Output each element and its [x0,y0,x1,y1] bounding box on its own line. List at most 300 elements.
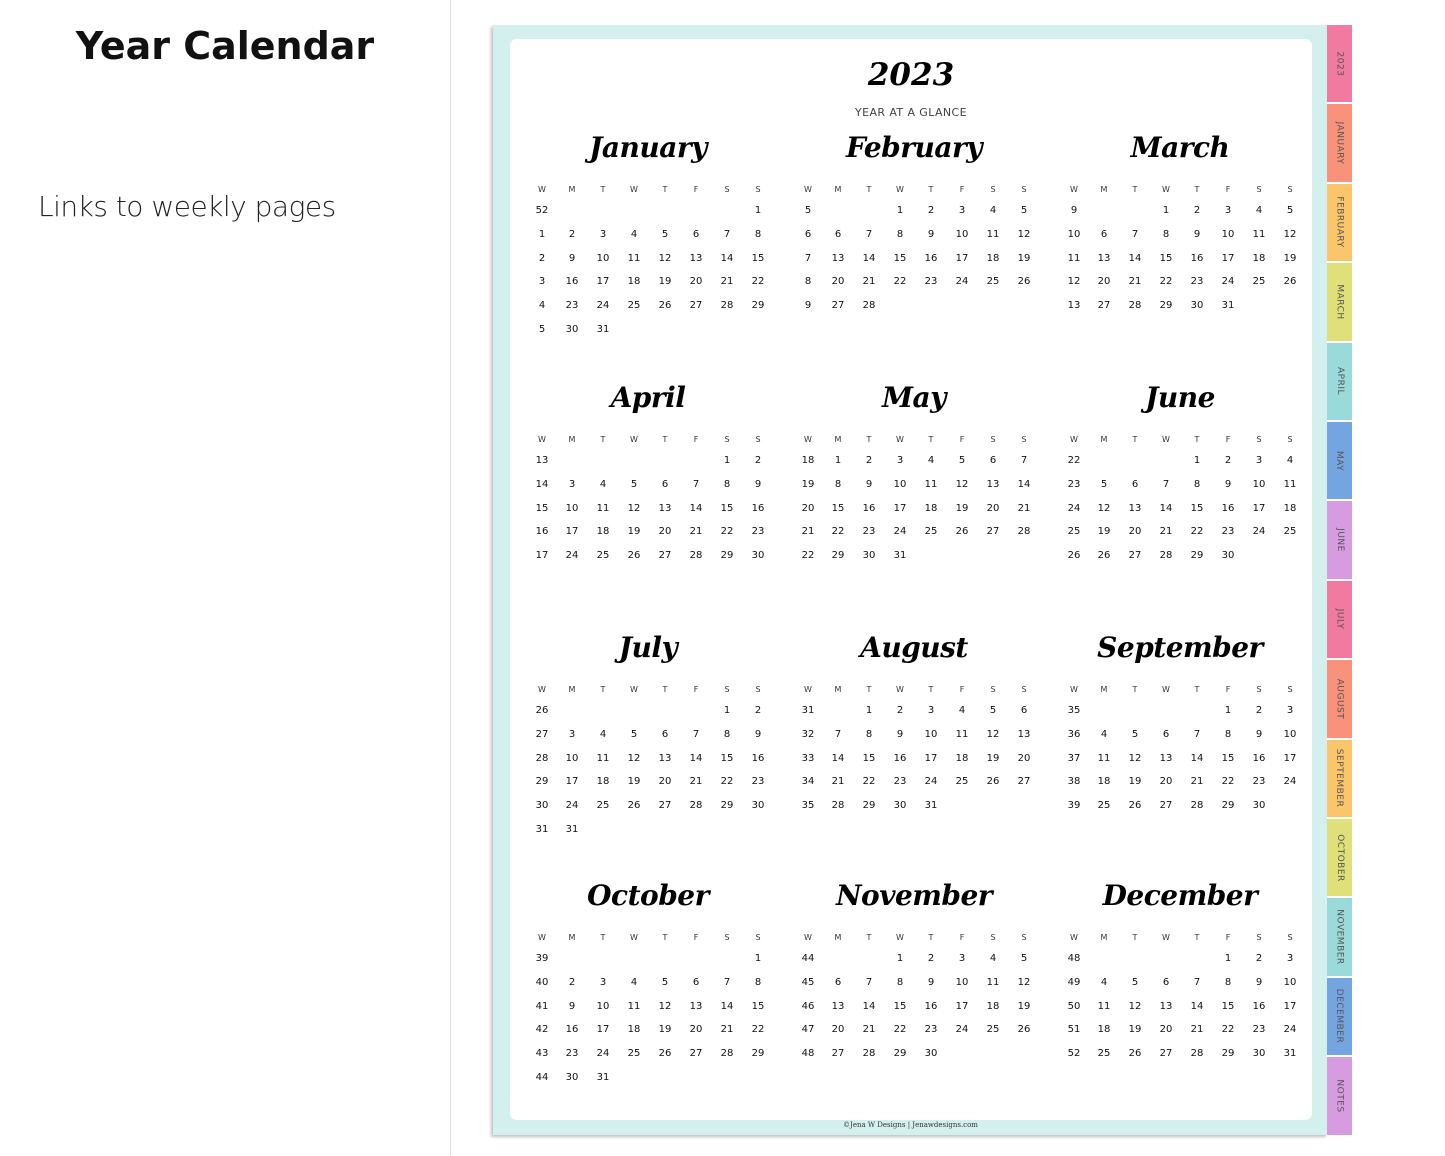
month-title[interactable]: July [618,631,678,664]
weekday-label: S [724,933,730,942]
day-number: 15 [1221,752,1235,764]
day-number: 11 [1097,752,1111,764]
week-number-link[interactable]: 2 [538,252,546,264]
week-number-link[interactable]: 37 [1067,752,1081,764]
day-number: 2 [896,705,904,716]
day-number: 26 [1017,276,1031,288]
day-number: 4 [958,705,966,716]
day-number: 21 [862,276,876,288]
week-number-link[interactable]: 6 [804,228,812,240]
day-number: 27 [658,550,672,562]
week-row [790,1001,1038,1021]
weekday-label: F [1225,185,1231,194]
day-number: 15 [751,1000,765,1012]
week-number-link[interactable]: 9 [804,300,812,312]
weekday-label: T [600,185,606,194]
week-number-link[interactable]: 27 [535,728,549,740]
day-number: 18 [627,1024,641,1036]
day-number: 25 [924,526,938,538]
day-number: 1 [1224,953,1232,964]
day-number: 26 [1283,276,1297,288]
weekday-header [1056,685,1304,705]
week-number-link[interactable]: 45 [801,976,815,988]
day-number: 19 [658,276,672,288]
day-number: 23 [924,1024,938,1036]
day-number: 8 [834,478,842,490]
divider [450,0,451,1156]
day-number: 15 [1159,252,1173,264]
day-number: 2 [754,705,762,716]
day-number: 1 [896,205,904,216]
week-number-link[interactable]: 51 [1067,1024,1081,1036]
tab-april[interactable] [1327,343,1352,422]
day-number: 6 [1162,976,1170,988]
weekday-label: T [1132,685,1138,694]
tab-november[interactable] [1327,898,1352,977]
day-number: 4 [599,728,607,740]
week-row [1056,729,1304,749]
tab-may[interactable] [1327,422,1352,501]
weekday-label: S [990,435,996,444]
week-row [524,705,772,725]
week-row [1056,205,1304,225]
day-number: 9 [927,228,935,240]
day-number: 1 [834,455,842,466]
week-row [1056,276,1304,296]
day-number: 18 [1252,252,1266,264]
week-row [524,824,772,844]
week-number-link[interactable]: 29 [535,776,549,788]
weekday-label: F [693,185,699,194]
weekday-label: S [755,933,761,942]
tab-february[interactable] [1327,184,1352,263]
weekday-label: M [1100,933,1108,942]
day-number: 3 [1286,953,1294,964]
week-number-link[interactable]: 40 [535,976,549,988]
day-number: 18 [924,502,938,514]
day-number: 7 [1131,228,1139,240]
month-title[interactable]: November [835,879,993,912]
weekday-label: W [630,933,638,942]
day-number: 29 [893,1048,907,1060]
day-number: 27 [1159,800,1173,812]
week-row [524,1048,772,1068]
week-number-link[interactable]: 43 [535,1048,549,1060]
tab-label: SEPTEMBER [1334,749,1345,808]
week-number-link[interactable]: 1 [538,228,546,240]
planner-page [493,25,1328,1135]
day-number: 8 [1162,228,1170,240]
tab-2023[interactable] [1327,25,1352,104]
day-number: 28 [689,550,703,562]
day-number: 31 [565,824,579,835]
day-number: 28 [1017,526,1031,538]
week-row [1056,1001,1304,1021]
day-number: 15 [751,252,765,264]
tab-label: MAY [1334,450,1345,471]
week-number-link[interactable]: 52 [1067,1048,1081,1060]
day-number: 9 [1255,728,1263,740]
weekday-label: M [568,933,576,942]
day-number: 27 [831,300,845,312]
tab-september[interactable] [1327,740,1352,819]
day-number: 9 [754,728,762,740]
year-title: 2023 [867,57,955,93]
day-number: 5 [661,228,669,240]
week-number-link[interactable]: 9 [1070,205,1078,216]
day-number: 4 [989,205,997,216]
week-number-link[interactable]: 18 [801,455,815,466]
day-number: 19 [955,502,969,514]
day-number: 2 [1193,205,1201,216]
week-number-link[interactable]: 26 [1067,550,1081,562]
month-title[interactable]: October [587,879,709,912]
tab-january[interactable] [1327,104,1352,183]
week-number-link[interactable]: 36 [1067,728,1081,740]
day-number: 27 [831,1048,845,1060]
month-title[interactable]: March [1130,131,1230,164]
day-number: 1 [723,705,731,716]
day-number: 25 [986,276,1000,288]
day-number: 25 [1097,1048,1111,1060]
week-number-link[interactable]: 39 [1067,800,1081,812]
day-number: 17 [1221,252,1235,264]
day-number: 16 [924,1000,938,1012]
weekday-label: S [990,933,996,942]
day-number: 21 [720,276,734,288]
week-row [1056,977,1304,997]
weekday-label: F [959,185,965,194]
week-row [524,253,772,273]
week-number-link[interactable]: 23 [1067,478,1081,490]
day-number: 5 [989,705,997,716]
day-number: 23 [565,300,579,312]
week-number-link[interactable]: 12 [1067,276,1081,288]
week-number-link[interactable]: 44 [535,1072,549,1083]
day-number: 19 [986,752,1000,764]
day-number: 12 [1283,228,1297,240]
day-number: 10 [893,478,907,490]
week-row [790,729,1038,749]
month-title[interactable]: April [610,381,686,414]
week-number-link[interactable]: 4 [538,300,546,312]
month-title[interactable]: January [589,131,707,164]
day-number: 11 [955,728,969,740]
day-number: 3 [958,205,966,216]
week-number-link[interactable]: 31 [801,705,815,716]
day-number: 16 [1252,1000,1266,1012]
day-number: 6 [692,976,700,988]
day-number: 14 [720,252,734,264]
weekday-label: T [662,933,668,942]
week-number-link[interactable]: 48 [1067,953,1081,964]
week-number-link[interactable]: 28 [535,752,549,764]
day-number: 4 [599,478,607,490]
day-number: 22 [720,526,734,538]
week-row [1056,953,1304,973]
week-number-link[interactable]: 15 [535,502,549,514]
week-number-link[interactable]: 22 [1067,455,1081,466]
day-number: 3 [599,228,607,240]
week-number-link[interactable]: 7 [804,252,812,264]
day-number: 24 [596,1048,610,1060]
weekday-label: T [662,685,668,694]
day-number: 19 [1283,252,1297,264]
day-number: 10 [596,1000,610,1012]
tab-june[interactable] [1327,501,1352,580]
day-number: 22 [1159,276,1173,288]
week-number-link[interactable]: 34 [801,776,815,788]
week-number-link[interactable]: 47 [801,1024,815,1036]
month-title[interactable]: June [1145,381,1215,414]
day-number: 31 [596,1072,610,1083]
day-number: 10 [1252,478,1266,490]
day-number: 7 [1193,728,1201,740]
week-number-link[interactable]: 13 [535,455,549,466]
month-title[interactable]: August [860,631,968,664]
day-number: 27 [1097,300,1111,312]
week-number-link[interactable]: 20 [801,502,815,514]
day-number: 20 [1159,776,1173,788]
day-number: 10 [955,228,969,240]
day-number: 29 [831,550,845,562]
day-number: 17 [955,1000,969,1012]
week-row [790,800,1038,820]
day-number: 9 [896,728,904,740]
day-number: 11 [924,478,938,490]
week-number-link[interactable]: 35 [801,800,815,812]
week-column-label: W [538,435,546,444]
day-number: 26 [1128,800,1142,812]
weekday-label: M [1100,435,1108,444]
day-number: 11 [1283,478,1297,490]
day-number: 23 [1221,526,1235,538]
weekday-label: W [896,185,904,194]
day-number: 23 [862,526,876,538]
day-number: 17 [565,526,579,538]
day-number: 18 [596,526,610,538]
week-number-link[interactable]: 46 [801,1000,815,1012]
day-number: 23 [565,1048,579,1060]
week-number-link[interactable]: 35 [1067,705,1081,716]
day-number: 13 [986,478,1000,490]
day-number: 27 [689,1048,703,1060]
tab-notes[interactable] [1327,1057,1352,1136]
week-number-link[interactable]: 41 [535,1000,549,1012]
day-number: 16 [751,752,765,764]
weekday-label: M [834,185,842,194]
week-row [1056,800,1304,820]
week-row [524,205,772,225]
day-number: 19 [627,526,641,538]
day-number: 17 [596,1024,610,1036]
day-number: 27 [1128,550,1142,562]
week-number-link[interactable]: 49 [1067,976,1081,988]
week-number-link[interactable]: 10 [1067,228,1081,240]
day-number: 30 [924,1048,938,1060]
week-number-link[interactable]: 21 [801,526,815,538]
week-number-link[interactable]: 16 [535,526,549,538]
day-number: 10 [565,752,579,764]
day-number: 26 [1128,1048,1142,1060]
day-number: 16 [893,752,907,764]
day-number: 18 [627,276,641,288]
week-row [524,1024,772,1044]
tab-label: NOVEMBER [1334,909,1345,965]
week-number-link[interactable]: 5 [538,324,546,335]
day-number: 7 [865,976,873,988]
day-number: 31 [596,324,610,335]
day-number: 4 [630,228,638,240]
feature-note: Links to weekly pages [38,190,336,223]
day-number: 21 [1190,1024,1204,1036]
week-number-link[interactable]: 19 [801,478,815,490]
weekday-label: W [1162,185,1170,194]
week-number-link[interactable]: 24 [1067,502,1081,514]
weekday-label: F [1225,685,1231,694]
weekday-label: F [693,933,699,942]
weekday-label: T [928,933,934,942]
month-title[interactable]: December [1102,879,1258,912]
week-row [790,276,1038,296]
week-number-link[interactable]: 32 [801,728,815,740]
day-number: 28 [862,1048,876,1060]
day-number: 8 [896,228,904,240]
week-number-link[interactable]: 17 [535,550,549,562]
week-number-link[interactable]: 33 [801,752,815,764]
day-number: 20 [831,276,845,288]
day-number: 17 [924,752,938,764]
week-row [790,1048,1038,1068]
day-number: 12 [1097,502,1111,514]
day-number: 13 [1159,752,1173,764]
week-row [790,1024,1038,1044]
week-number-link[interactable]: 25 [1067,526,1081,538]
day-number: 14 [1190,752,1204,764]
weekday-label: T [866,933,872,942]
month-title[interactable]: September [1097,631,1263,664]
week-number-link[interactable]: 48 [801,1048,815,1060]
day-number: 25 [596,800,610,812]
day-number: 19 [1017,252,1031,264]
day-number: 29 [720,550,734,562]
day-number: 1 [1162,205,1170,216]
tab-december[interactable] [1327,978,1352,1057]
weekday-label: T [1132,435,1138,444]
weekday-label: S [1021,185,1027,194]
day-number: 29 [751,1048,765,1060]
day-number: 24 [1221,276,1235,288]
day-number: 21 [1190,776,1204,788]
week-row [790,705,1038,725]
day-number: 6 [1131,478,1139,490]
week-number-link[interactable]: 31 [535,824,549,835]
day-number: 2 [568,976,576,988]
tab-label: NOTES [1334,1079,1345,1113]
day-number: 8 [1193,478,1201,490]
week-number-link[interactable]: 3 [538,276,546,288]
week-number-link[interactable]: 42 [535,1024,549,1036]
weekday-label: W [896,933,904,942]
day-number: 17 [596,276,610,288]
tab-march[interactable] [1327,263,1352,342]
tab-october[interactable] [1327,819,1352,898]
month-title[interactable]: February [845,131,982,164]
week-number-link[interactable]: 50 [1067,1000,1081,1012]
week-row [524,324,772,344]
weekday-label: S [1021,685,1027,694]
week-number-link[interactable]: 26 [535,705,549,716]
day-number: 19 [1128,776,1142,788]
week-number-link[interactable]: 44 [801,953,815,964]
weekday-header [790,685,1038,705]
day-number: 30 [751,800,765,812]
weekday-label: T [662,185,668,194]
day-number: 3 [1224,205,1232,216]
day-number: 4 [927,455,935,466]
week-column-label: W [1070,685,1078,694]
week-number-link[interactable]: 38 [1067,776,1081,788]
day-number: 15 [831,502,845,514]
weekday-label: T [1194,685,1200,694]
day-number: 27 [986,526,1000,538]
day-number: 12 [1017,976,1031,988]
day-number: 20 [658,526,672,538]
week-row [790,253,1038,273]
day-number: 4 [630,976,638,988]
day-number: 13 [1128,502,1142,514]
week-number-link[interactable]: 8 [804,276,812,288]
week-number-link[interactable]: 52 [535,205,549,216]
week-number-link[interactable]: 14 [535,478,549,490]
day-number: 30 [1221,550,1235,562]
day-number: 8 [1224,976,1232,988]
week-number-link[interactable]: 11 [1067,252,1081,264]
day-number: 24 [893,526,907,538]
week-number-link[interactable]: 39 [535,953,549,964]
day-number: 6 [692,228,700,240]
day-number: 16 [1221,502,1235,514]
day-number: 30 [1252,1048,1266,1060]
day-number: 20 [831,1024,845,1036]
page-title: Year Calendar [75,24,375,68]
week-number-link[interactable]: 5 [804,205,812,216]
day-number: 28 [1159,550,1173,562]
tab-august[interactable] [1327,660,1352,739]
tab-july[interactable] [1327,581,1352,660]
week-number-link[interactable]: 30 [535,800,549,812]
day-number: 22 [751,276,765,288]
weekday-label: S [755,435,761,444]
day-number: 27 [1017,776,1031,788]
tab-label: JANUARY [1334,121,1345,165]
week-number-link[interactable]: 13 [1067,300,1081,312]
day-number: 25 [1097,800,1111,812]
day-number: 7 [692,478,700,490]
day-number: 1 [754,953,762,964]
month-title[interactable]: May [882,381,946,414]
week-row [790,776,1038,796]
weekday-label: S [1287,435,1293,444]
day-number: 12 [658,1000,672,1012]
day-number: 16 [924,252,938,264]
week-number-link[interactable]: 22 [801,550,815,562]
day-number: 2 [1224,455,1232,466]
weekday-label: M [568,685,576,694]
day-number: 25 [596,550,610,562]
day-number: 6 [834,976,842,988]
day-number: 7 [834,728,842,740]
